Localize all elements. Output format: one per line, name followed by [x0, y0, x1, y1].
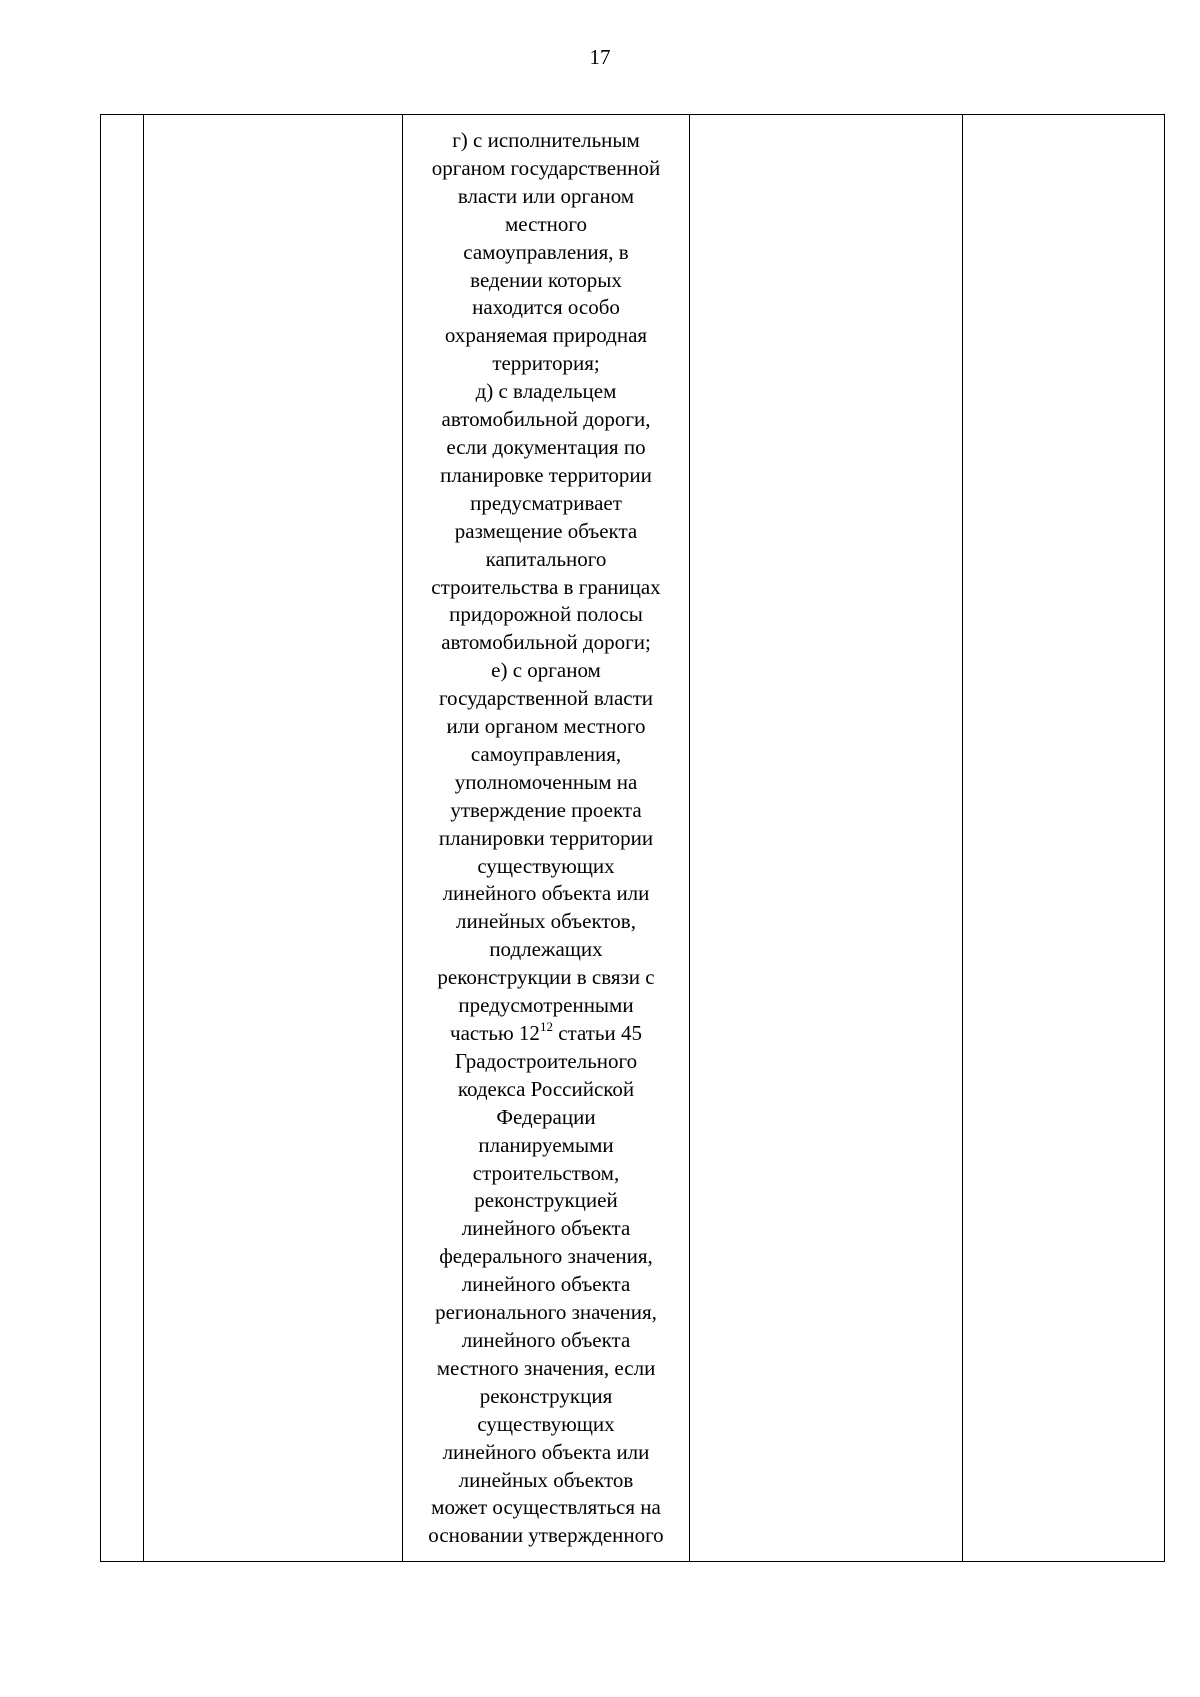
text-line: реконструкция: [479, 1383, 613, 1408]
superscript-number: 12: [539, 1019, 553, 1034]
text-line: кодекса Российской: [457, 1076, 635, 1101]
table-cell-notes: [963, 115, 1165, 1562]
text-line: местного значения, если: [436, 1355, 656, 1380]
table-row: [101, 115, 1165, 1562]
text-line: планируемыми: [478, 1132, 614, 1157]
text-line-with-superscript: [409, 1020, 683, 1048]
text-line: е) с органом: [491, 658, 601, 683]
text-line: Федерации: [496, 1104, 596, 1129]
text-line: или органом местного: [446, 714, 646, 739]
text-line: строительства в границах: [431, 574, 661, 599]
text-line: территория;: [492, 351, 600, 376]
text-line: строительством,: [472, 1160, 620, 1185]
text-line: размещение объекта: [454, 518, 638, 543]
text-line: основании утвержденного: [428, 1523, 664, 1548]
text-line: существующих: [477, 1411, 615, 1436]
text-line: линейных объектов,: [456, 909, 636, 934]
text-line: капитального: [485, 546, 607, 571]
text-line: федерального значения,: [439, 1244, 653, 1269]
text-line: Градостроительного: [454, 1048, 638, 1073]
approvals-text: [403, 115, 689, 1550]
text-line: д) с владельцем: [475, 379, 617, 404]
text-line: линейного объекта или: [442, 881, 650, 906]
text-line: линейного объекта или: [442, 1439, 650, 1464]
document-table: [100, 114, 1165, 1562]
text-line: регионального значения,: [435, 1300, 657, 1325]
text-line: утверждение проекта: [450, 797, 642, 822]
text-line: реконструкцией: [474, 1188, 618, 1213]
inline-text-suffix: статьи 45: [552, 1021, 642, 1045]
text-line: линейного объекта: [461, 1216, 631, 1241]
text-line: автомобильной дороги;: [441, 630, 651, 655]
table-cell-documents: [690, 115, 963, 1562]
text-line: планировки территории: [438, 825, 654, 850]
text-line: предусмотренными: [458, 993, 634, 1018]
text-line: г) с исполнительным: [452, 128, 640, 152]
text-line: линейного объекта: [461, 1327, 631, 1352]
text-line: линейных объектов: [458, 1467, 634, 1492]
text-line: власти или органом: [457, 183, 635, 208]
inline-text-prefix: частью 12: [450, 1021, 540, 1045]
text-line: планировке территории: [440, 462, 652, 487]
text-line: может осуществляться на: [431, 1495, 661, 1520]
text-line: автомобильной дороги,: [441, 407, 651, 432]
text-line: реконструкции в связи с: [437, 965, 655, 990]
text-line: находится особо: [472, 295, 620, 320]
text-line: ведении которых: [470, 267, 622, 292]
table-cell-approvals: [403, 115, 690, 1562]
text-line: уполномоченным на: [454, 769, 638, 794]
text-line: самоуправления,: [470, 741, 622, 766]
text-line: придорожной полосы: [449, 602, 643, 627]
page-number: 17: [589, 45, 611, 69]
text-line: самоуправления, в: [463, 239, 629, 264]
text-line: существующих: [477, 853, 615, 878]
text-line: местного: [505, 211, 587, 236]
text-line: если документация по: [446, 434, 646, 459]
table-cell-number: [101, 115, 144, 1562]
text-line: подлежащих: [489, 937, 603, 962]
table-cell-name: [144, 115, 403, 1562]
text-line: органом государственной: [431, 155, 661, 180]
text-line: охраняемая природная: [444, 323, 648, 348]
text-line: государственной власти: [438, 686, 654, 711]
text-line: предусматривает: [470, 490, 622, 515]
text-line: линейного объекта: [461, 1272, 631, 1297]
